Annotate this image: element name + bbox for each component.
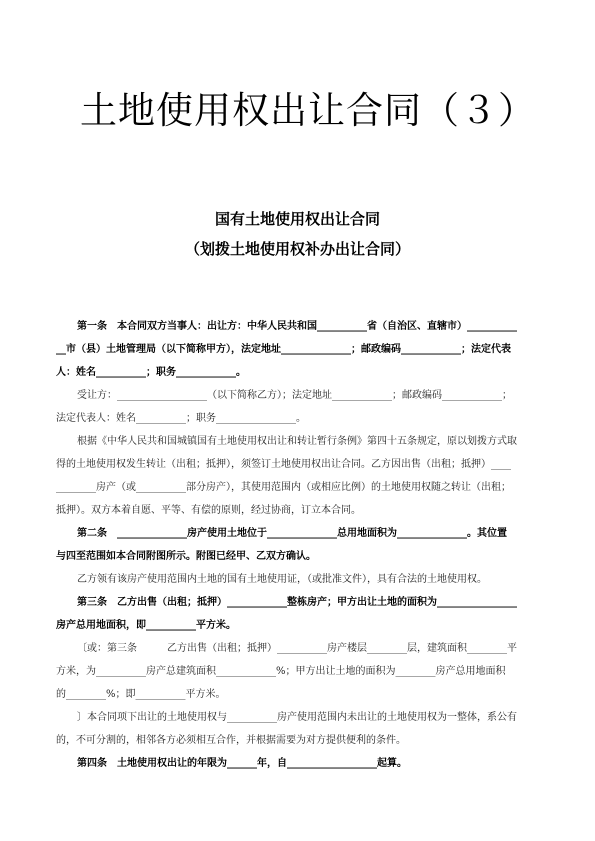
- body-line: 房产总用地面积，即__________平方米。: [56, 620, 236, 631]
- body-line: 〔或：第三条 乙方出售（出租；抵押）__________房产楼层________层，建筑面积________平: [77, 643, 517, 654]
- contract-body: [56, 315, 542, 775]
- body-line: 与四至范围如本合同附图所示。附图已经甲、乙双方确认。: [56, 551, 316, 562]
- body-line: 得的土地使用权发生转让（出租；抵押），须签订土地使用权出让合同。乙方因出售（出租；抵押）____: [56, 459, 511, 470]
- body-line: 受让方：__________________（以下简称乙方）；法定地址____________；邮政编码____________；: [77, 390, 512, 401]
- body-line: 第二条 ______________房产使用土地位于______________总用地面积为______________。其位置: [77, 528, 507, 539]
- contract-subtitle-note: （划拨土地使用权补办出让合同）: [184, 240, 410, 258]
- body-line: 第四条 土地使用权出让的年限为______年，自__________________起算。: [77, 758, 407, 769]
- body-line: 法定代表人：姓名__________；职务________________。: [56, 413, 306, 424]
- body-line: 方米，为__________房产总建筑面积____________%；甲方出让土地的面积为________房产总用地面积: [56, 666, 506, 677]
- body-line: 根据《中华人民共和国城镇国有土地使用权出让和转让暂行条例》第四十五条规定，原以划拨方式取: [77, 436, 517, 447]
- body-line: 的，不可分割的，相邻各方必须相互合作，并根据需要为对方提供便利的条件。: [56, 735, 406, 746]
- body-line: 乙方领有该房产使用范围内土地的国有土地使用证，（或批准文件），具有合法的土地使用权。: [77, 574, 487, 585]
- body-line: 人：姓名__________；职务____________。: [56, 367, 246, 378]
- body-line: 第三条 乙方出售（出租；抵押）____________整栋房产；甲方出让土地的面积为________________: [77, 597, 517, 608]
- body-line: __市（县）土地管理局（以下简称甲方），法定地址______________；邮政编码____________；法定代表: [56, 344, 511, 355]
- document-title: 土地使用权出让合同（３）: [80, 89, 536, 132]
- body-line: 的________%；即__________平方米。: [56, 689, 226, 700]
- contract-subtitle: 国有土地使用权出让合同: [214, 210, 380, 228]
- body-line: ________房产（或__________部分房产），其使用范围内（或相应比例）的土地使用权随之转让（出租；: [56, 482, 511, 493]
- body-line: 〕本合同项下出让的土地使用权与__________房产使用范围内未出让的土地使用权为一整体，系公有: [77, 712, 517, 723]
- body-line: 抵押）。双方本着自愿、平等、有偿的原则，经过协商，订立本合同。: [56, 505, 361, 516]
- body-line: 第一条 本合同双方当事人：出让方：中华人民共和国__________省（自治区、直辖市）__________: [77, 321, 517, 332]
